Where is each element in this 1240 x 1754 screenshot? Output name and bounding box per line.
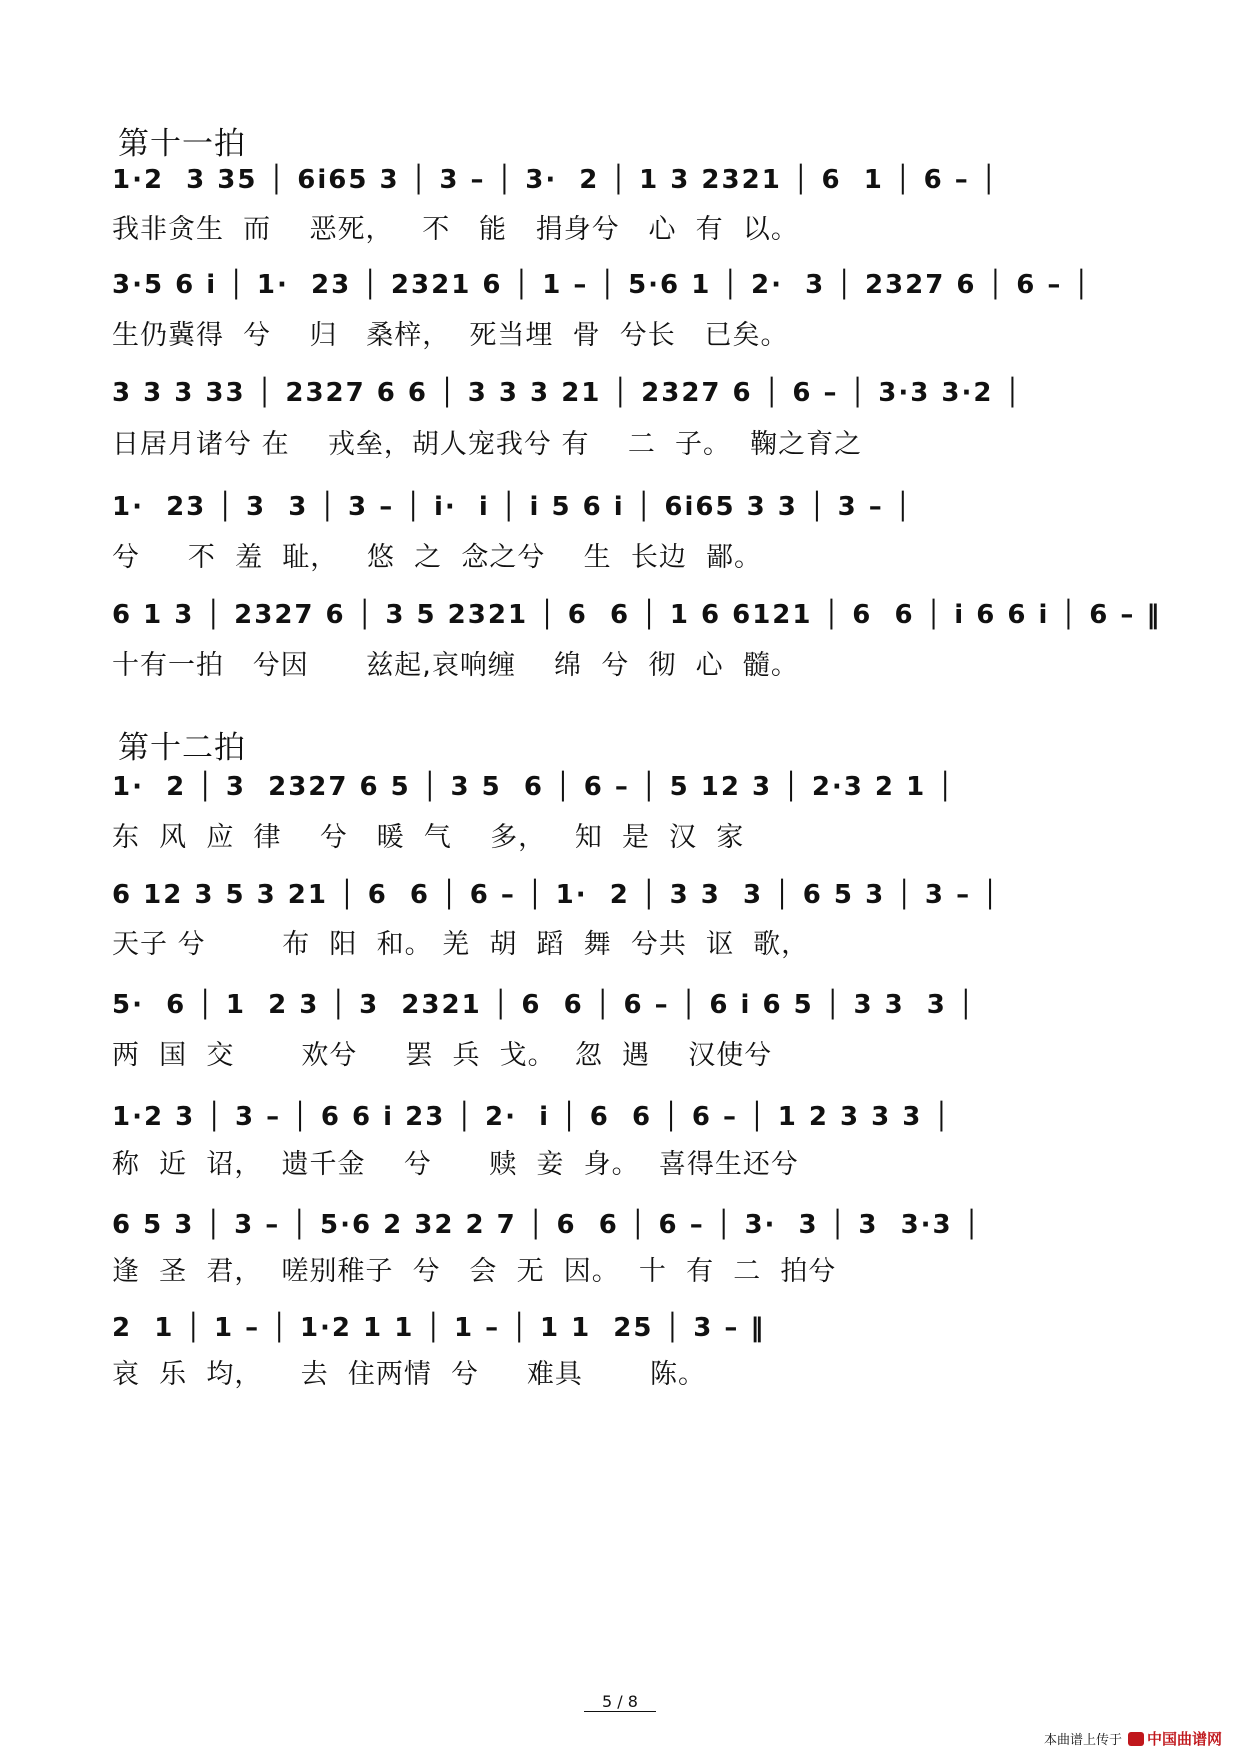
credit-text: 本曲谱上传于: [1043, 1733, 1122, 1748]
notation-line: 1·2 3 35 │ 6i65 3 │ 3 – │ 3· 2 │ 1 3 2321 │ 6 1 │ 6 – │: [112, 165, 999, 195]
lyrics-line: 我非贪生 而 恶死， 不 能 捐身兮 心 有 以。: [112, 214, 799, 245]
upload-credit: [1044, 1728, 1222, 1749]
notation-line: 3·5 6 i │ 1· 23 │ 2321 6 │ 1 – │ 5·6 1 │ 2· 3 │ 2327 6 │ 6 – │: [112, 270, 1092, 300]
notation-line: 6 1 3 │ 2327 6 │ 3 5 2321 │ 6 6 │ 1 6 6121 │ 6 6 │ i 6 6 i │ 6 – ‖: [112, 600, 1162, 630]
section-title: 第十一拍: [118, 126, 246, 162]
notation-line: 3 3 3 33 │ 2327 6 6 │ 3 3 3 21 │ 2327 6 │ 6 – │ 3·3 3·2 │: [112, 378, 1023, 408]
page-number: [0, 1692, 1240, 1711]
section-title: 第十二拍: [118, 730, 246, 766]
lyrics-line: 生仍冀得 兮 归 桑梓， 死当埋 骨 兮长 已矣。: [112, 320, 789, 351]
lyrics-line: 哀 乐 均， 去 住两情 兮 难具 陈。: [112, 1359, 706, 1390]
notation-line: 1·2 3 │ 3 – │ 6 6 i 23 │ 2· i │ 6 6 │ 6 – │ 1 2 3 3 3 │: [112, 1102, 952, 1132]
notation-line: 5· 6 │ 1 2 3 │ 3 2321 │ 6 6 │ 6 – │ 6 i 6 5 │ 3 3 3 │: [112, 990, 976, 1020]
site-logo-icon: [1128, 1732, 1144, 1746]
site-logo[interactable]: [1128, 1728, 1222, 1749]
notation-line: 1· 23 │ 3 3 │ 3 – │ i· i │ i 5 6 i │ 6i65 3 3 │ 3 – │: [112, 492, 913, 522]
lyrics-line: 日居月诸兮 在 戎垒，胡人宠我兮 有 二 子。 鞠之育之: [112, 429, 863, 460]
page-number-text: 5 / 8: [584, 1692, 656, 1712]
lyrics-line: 十有一拍 兮因 兹起,哀响缠 绵 兮 彻 心 髓。: [112, 650, 799, 681]
notation-line: 2 1 │ 1 – │ 1·2 1 1 │ 1 – │ 1 1 25 │ 3 – ‖: [112, 1313, 766, 1343]
notation-line: 6 5 3 │ 3 – │ 5·6 2 32 2 7 │ 6 6 │ 6 – │ 3· 3 │ 3 3·3 │: [112, 1210, 982, 1240]
lyrics-line: 东 风 应 律 兮 暖 气 多， 知 是 汉 家: [112, 822, 745, 853]
notation-line: 1· 2 │ 3 2327 6 5 │ 3 5 6 │ 6 – │ 5 12 3 │ 2·3 2 1 │: [112, 772, 955, 802]
lyrics-line: 兮 不 羞 耻， 悠 之 念之兮 生 长边 鄙。: [112, 542, 762, 573]
lyrics-line: 称 近 诏， 遗千金 兮 赎 妾 身。 喜得生还兮: [112, 1149, 799, 1180]
lyrics-line: 天子 兮 布 阳 和。 羌 胡 蹈 舞 兮共 讴 歌，: [112, 929, 810, 960]
lyrics-line: 逢 圣 君， 嗟别稚子 兮 会 无 因。 十 有 二 拍兮: [112, 1256, 837, 1287]
notation-line: 6 12 3 5 3 21 │ 6 6 │ 6 – │ 1· 2 │ 3 3 3 │ 6 5 3 │ 3 – │: [112, 880, 1000, 910]
lyrics-line: 两 国 交 欢兮 罢 兵 戈。 忽 遇 汉使兮: [112, 1040, 773, 1071]
site-name: 中国曲谱网: [1146, 1730, 1222, 1748]
